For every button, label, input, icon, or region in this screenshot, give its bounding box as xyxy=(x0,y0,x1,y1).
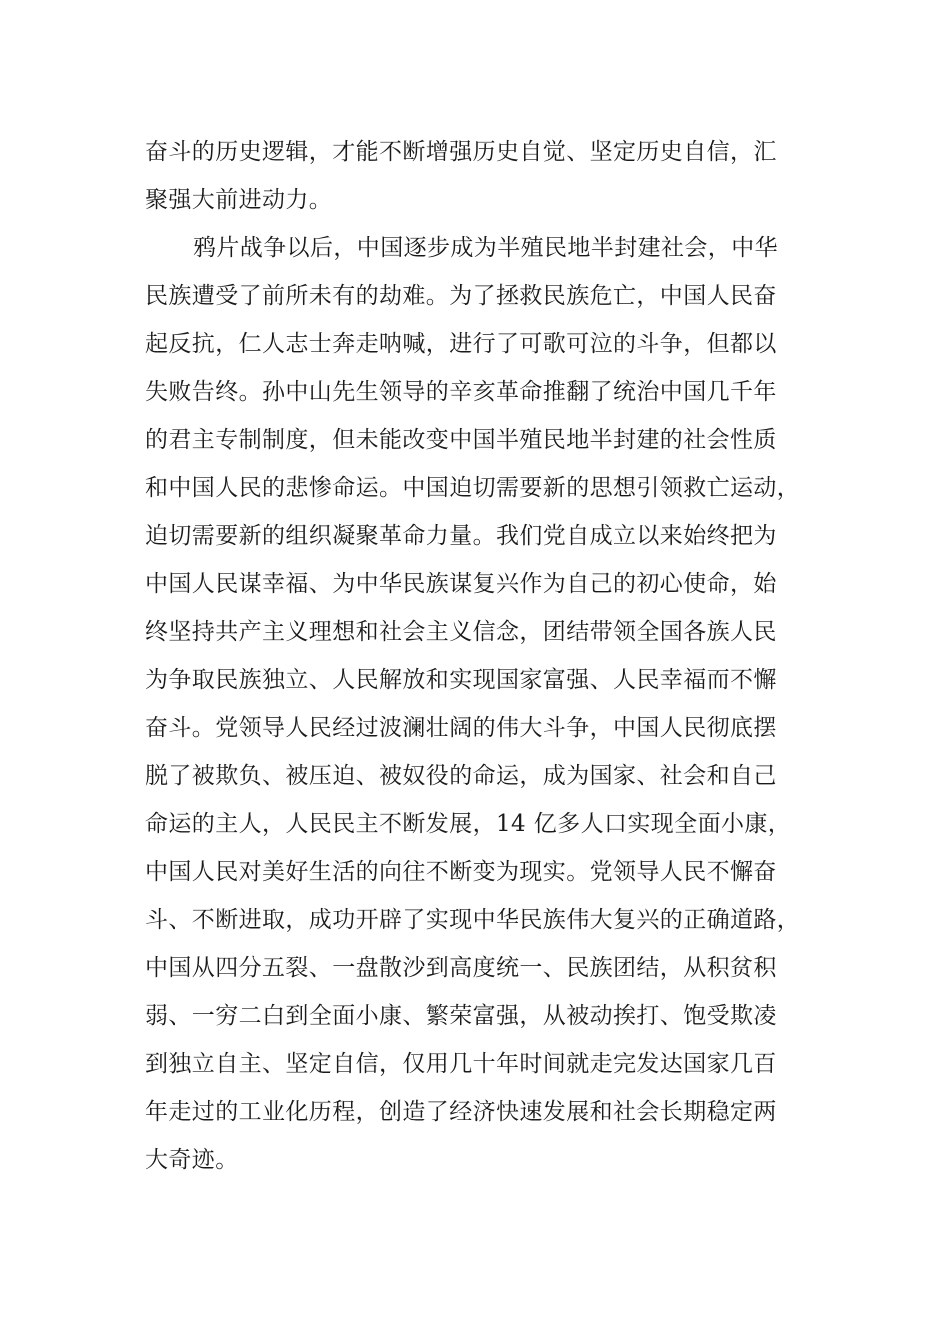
paragraph-2-line-16: 中国从四分五裂、一盘散沙到高度统一、民族团结，从积贫积 xyxy=(145,955,777,981)
paragraph-1-line-2: 聚强大前进动力。 xyxy=(145,187,333,213)
paragraph-2-line-8: 中国人民谋幸福、为中华民族谋复兴作为自己的初心使命，始 xyxy=(145,571,777,597)
paragraph-2-line-12: 脱了被欺负、被压迫、被奴役的命运，成为国家、社会和自己 xyxy=(145,763,777,789)
paragraph-2-line-2: 民族遭受了前所未有的劫难。为了拯救民族危亡，中国人民奋 xyxy=(145,283,777,309)
paragraph-2-line-11: 奋斗。党领导人民经过波澜壮阔的伟大斗争，中国人民彻底摆 xyxy=(145,715,777,741)
paragraph-2-line-14: 中国人民对美好生活的向往不断变为现实。党领导人民不懈奋 xyxy=(145,859,777,885)
paragraph-2-line-10: 为争取民族独立、人民解放和实现国家富强、人民幸福而不懈 xyxy=(145,667,777,693)
paragraph-2-line-9: 终坚持共产主义理想和社会主义信念，团结带领全国各族人民 xyxy=(145,619,777,645)
paragraph-2-line-19: 年走过的工业化历程，创造了经济快速发展和社会长期稳定两 xyxy=(145,1099,777,1125)
paragraph-2-line-7: 迫切需要新的组织凝聚革命力量。我们党自成立以来始终把为 xyxy=(145,523,777,549)
paragraph-2-line-20: 大奇迹。 xyxy=(145,1147,239,1173)
paragraph-2-line-15: 斗、不断进取，成功开辟了实现中华民族伟大复兴的正确道路， xyxy=(145,907,801,933)
paragraph-2-line-6: 和中国人民的悲惨命运。中国迫切需要新的思想引领救亡运动， xyxy=(145,475,801,501)
paragraph-1-line-1: 奋斗的历史逻辑，才能不断增强历史自觉、坚定历史自信，汇 xyxy=(145,139,777,165)
paragraph-2-line-5: 的君主专制制度，但未能改变中国半殖民地半封建的社会性质 xyxy=(145,427,777,453)
paragraph-2-line-1: 鸦片战争以后，中国逐步成为半殖民地半封建社会，中华 xyxy=(193,235,778,261)
paragraph-2-line-3: 起反抗，仁人志士奔走呐喊，进行了可歌可泣的斗争，但都以 xyxy=(145,331,777,357)
paragraph-2-line-17: 弱、一穷二白到全面小康、繁荣富强，从被动挨打、饱受欺凌 xyxy=(145,1003,777,1029)
paragraph-2-line-18: 到独立自主、坚定自信，仅用几十年时间就走完发达国家几百 xyxy=(145,1051,777,1077)
paragraph-2-line-4: 失败告终。孙中山先生领导的辛亥革命推翻了统治中国几千年 xyxy=(145,379,777,405)
paragraph-2-line-13: 命运的主人，人民民主不断发展，14 亿多人口实现全面小康， xyxy=(145,811,792,837)
